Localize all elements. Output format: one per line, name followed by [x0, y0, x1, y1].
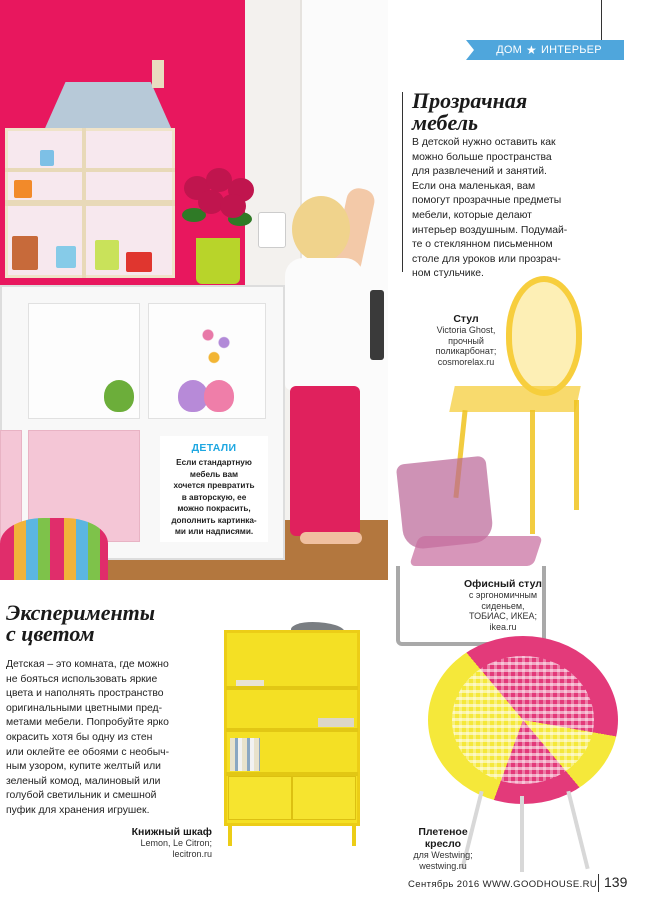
- details-text: Если стандартную мебель вам хочется превратить в авторскую, ее можно покрасить, дополнить картинка- ми или надписями.: [171, 458, 257, 536]
- bookcase-leg: [228, 824, 232, 846]
- toy-furniture: [40, 150, 54, 166]
- dollhouse-wall: [82, 128, 86, 278]
- heading-transparent-furniture: Прозрачная мебель: [412, 88, 528, 135]
- page-rule: [601, 0, 602, 40]
- toy-furniture: [14, 180, 32, 198]
- article-colors-text: Детская – это комната, где можно не бояться использовать яркие цвета и наполнять пространство оригинальными цветными пред- метами мебели. Попробуйте ярко окрасить хотя бы одну из стен или оклейте ее обоями с необыч- ным узором, купите желтый или зеленый комод, малиновый или голубой светильник и смешной пуфик для хранения игрушек.: [6, 659, 170, 816]
- office-chair-seat: [409, 536, 543, 566]
- flower-pot: [196, 238, 240, 284]
- girl-feet: [300, 532, 362, 544]
- article-transparent-text: В детской нужно оставить как можно больше пространства для развлечений и занятий. Если она маленькая, вам помогут прозрачные предметы мебели, которые делают интерьер воздушным. Подумай- те о стеклянном письменном столе для уроков или прозрач- ном стульчике.: [412, 137, 568, 280]
- star-icon: ★: [526, 43, 537, 57]
- caption-office-chair: Офисный стул с эргономичным сиденьем, ТОБИАС, ИКЕА; ikea.ru: [464, 578, 542, 632]
- girl-top: [285, 258, 363, 390]
- books: [236, 680, 264, 686]
- footer-issue: Сентябрь 2016 WWW.GOODHOUSE.RU: [408, 879, 598, 890]
- books: [318, 718, 354, 727]
- dollhouse-chimney: [152, 60, 164, 88]
- heading-color-experiments: Эксперименты с цветом: [6, 600, 156, 646]
- bookcase-door: [228, 776, 292, 820]
- dollhouse-floor: [5, 168, 175, 172]
- toy-furniture: [95, 240, 119, 270]
- beanbag: [0, 518, 108, 580]
- column-rule: [402, 92, 403, 272]
- wicker-chair-leg: [566, 791, 589, 870]
- girl-head: [292, 196, 350, 262]
- nursery-photo: [0, 0, 388, 580]
- bookcase-shelf: [226, 686, 358, 690]
- bookcase-door: [292, 776, 356, 820]
- toy-furniture: [56, 246, 76, 268]
- flower-bouquet: [178, 168, 260, 238]
- caption-bookcase: Книжный шкаф Lemon, Le Citron; lecitron.ru: [131, 826, 212, 859]
- wicker-chair-leg: [520, 796, 524, 872]
- toy-furniture: [126, 252, 152, 272]
- dollhouse-floor: [5, 200, 175, 206]
- ghost-chair-back: [506, 276, 582, 396]
- section-badge: [474, 40, 624, 60]
- ghost-chair-leg: [574, 400, 579, 510]
- girl-pants: [290, 386, 360, 536]
- bookcase-shelf: [226, 728, 358, 732]
- caption-ghost-chair: Стул Victoria Ghost, прочный поликарбонат; cosmorelax.ru: [435, 313, 497, 367]
- wicker-chair-weave: [452, 656, 594, 784]
- door-handle: [370, 290, 384, 360]
- details-box: [160, 436, 268, 542]
- heart-decals: [196, 320, 236, 370]
- owl-decal: [204, 380, 234, 412]
- section-badge-left: ДОМ: [496, 44, 523, 56]
- footer-separator: [598, 874, 599, 892]
- toy-furniture: [12, 236, 38, 270]
- owl-decal: [104, 380, 134, 412]
- caption-wicker-chair: Плетеное кресло для Westwing; westwing.ru: [413, 826, 473, 871]
- section-badge-right: ИНТЕРЬЕР: [541, 44, 602, 56]
- books: [230, 738, 260, 771]
- ghost-chair-leg: [530, 410, 535, 534]
- details-title: ДЕТАЛИ: [191, 442, 237, 454]
- ghost-chair-seat: [449, 386, 581, 412]
- wall-socket: [258, 212, 286, 248]
- page-number: 139: [604, 874, 628, 890]
- bookcase-leg: [352, 824, 356, 846]
